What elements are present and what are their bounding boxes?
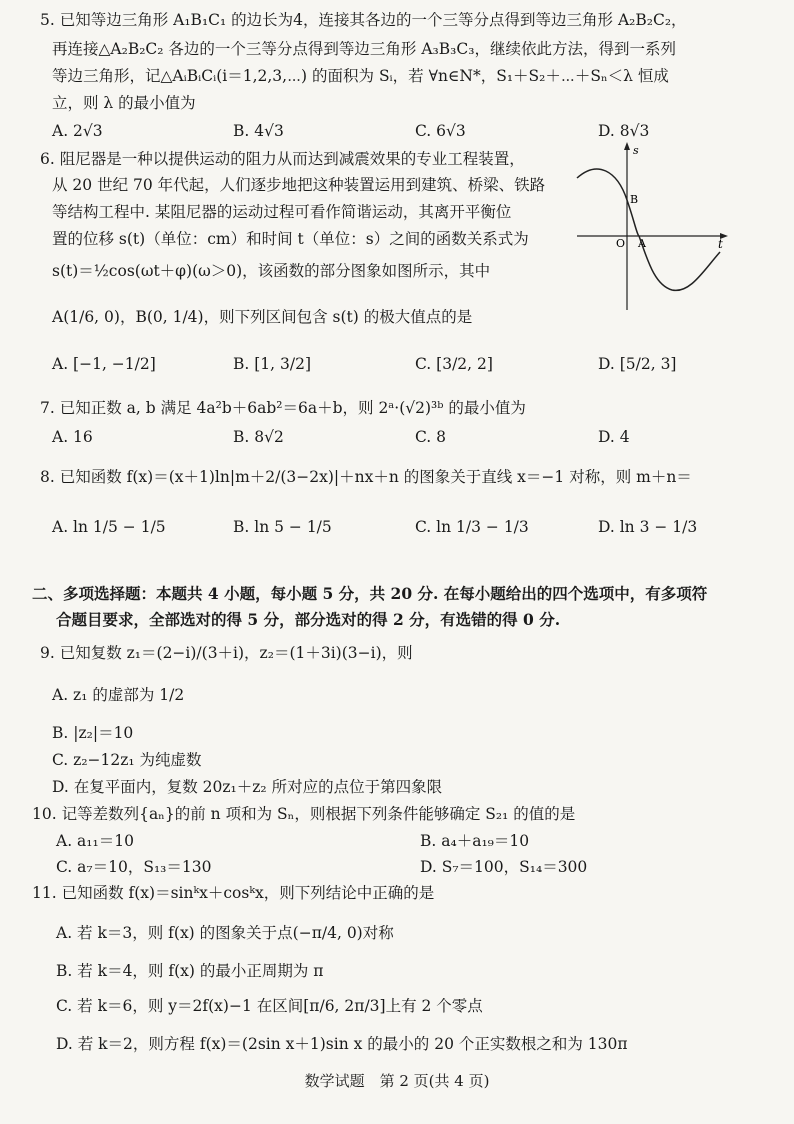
q8-option-a: A. ln 1/5 − 1/5	[52, 518, 166, 536]
q5-line-2: 再连接△A₂B₂C₂ 各边的一个三等分点得到等边三角形 A₃B₃C₃，继续依此方法，得到一系列	[52, 40, 676, 58]
graph-label-o: O	[616, 237, 626, 250]
page-footer: 数学试题 第 2 页(共 4 页)	[304, 1072, 490, 1090]
q9-option-a: A. z₁ 的虚部为 1/2	[52, 686, 185, 704]
q10-option-a: A. a₁₁＝10	[56, 832, 134, 850]
q6-option-b: B. [1, 3/2]	[233, 355, 311, 373]
q6-option-a: A. [−1, −1/2]	[52, 355, 156, 373]
graph-label-s: s	[633, 144, 639, 157]
q5-option-d: D. 8√3	[598, 122, 650, 140]
section-2-header-line-2: 合题目要求，全部选对的得 5 分，部分选对的得 2 分，有选错的得 0 分.	[56, 610, 561, 629]
q6-line-6: A(1/6, 0)，B(0, 1/4)，则下列区间包含 s(t) 的极大值点的是	[52, 308, 473, 326]
q5-option-c: C. 6√3	[415, 122, 466, 140]
q11-line-1: 11. 已知函数 f(x)＝sinᵏx＋cosᵏx，则下列结论中正确的是	[32, 884, 435, 902]
q5-line-4: 立，则 λ 的最小值为	[52, 94, 196, 112]
q7-option-b: B. 8√2	[233, 428, 284, 446]
q10-option-c: C. a₇＝10，S₁₃＝130	[56, 858, 212, 876]
q7-option-a: A. 16	[52, 428, 93, 446]
q6-option-d: D. [5/2, 3]	[598, 355, 677, 373]
q6-line-3: 等结构工程中. 某阻尼器的运动过程可看作简谐运动，其离开平衡位	[52, 203, 512, 221]
graph-label-t: t	[718, 237, 723, 251]
q6-sine-graph	[572, 140, 732, 312]
q5-line-1: 5. 已知等边三角形 A₁B₁C₁ 的边长为4，连接其各边的一个三等分点得到等边三角形 A₂B₂C₂，	[40, 11, 687, 29]
q9-option-d: D. 在复平面内，复数 20z₁＋z₂ 所对应的点位于第四象限	[52, 778, 443, 796]
graph-label-b: B	[630, 193, 639, 206]
q9-option-c: C. z₂−12z₁ 为纯虚数	[52, 751, 202, 769]
q5-option-b: B. 4√3	[233, 122, 284, 140]
q11-option-b: B. 若 k＝4，则 f(x) 的最小正周期为 π	[56, 962, 324, 980]
q6-line-1: 6. 阻尼器是一种以提供运动的阻力从而达到减震效果的专业工程装置，	[40, 150, 525, 168]
q7-option-c: C. 8	[415, 428, 447, 446]
q11-option-d: D. 若 k＝2，则方程 f(x)＝(2sin x＋1)sin x 的最小的 20 个正实数根之和为 130π	[56, 1035, 628, 1053]
q11-option-a: A. 若 k＝3，则 f(x) 的图象关于点(−π/4, 0)对称	[56, 924, 394, 942]
q6-line-2: 从 20 世纪 70 年代起，人们逐步地把这种装置运用到建筑、桥梁、铁路	[52, 176, 546, 194]
q8-option-b: B. ln 5 − 1/5	[233, 518, 332, 536]
q8-option-c: C. ln 1/3 − 1/3	[415, 518, 529, 536]
q7-line-1: 7. 已知正数 a, b 满足 4a²b＋6ab²＝6a＋b，则 2ᵃ·(√2)³ᵇ 的最小值为	[40, 399, 526, 417]
q6-option-c: C. [3/2, 2]	[415, 355, 493, 373]
q7-option-d: D. 4	[598, 428, 630, 446]
q8-line-1: 8. 已知函数 f(x)＝(x＋1)ln|m＋2/(3−2x)|＋nx＋n 的图象关于直线 x＝−1 对称，则 m＋n＝	[40, 468, 692, 486]
q5-option-a: A. 2√3	[52, 122, 103, 140]
q9-line-1: 9. 已知复数 z₁＝(2−i)/(3＋i)，z₂＝(1＋3i)(3−i)，则	[40, 644, 413, 662]
graph-label-a: A	[638, 237, 646, 250]
section-2-header-line-1: 二、多项选择题：本题共 4 小题，每小题 5 分，共 20 分. 在每小题给出的四个选项中，有多项符	[32, 584, 708, 603]
q9-option-b: B. |z₂|＝10	[52, 724, 134, 742]
q10-option-d: D. S₇＝100，S₁₄＝300	[420, 858, 588, 876]
q10-line-1: 10. 记等差数列{aₙ}的前 n 项和为 Sₙ，则根据下列条件能够确定 S₂₁ 的值的是	[32, 805, 576, 823]
q6-line-4: 置的位移 s(t)（单位：cm）和时间 t（单位：s）之间的函数关系式为	[52, 230, 529, 248]
q5-line-3: 等边三角形，记△AᵢBᵢCᵢ(i＝1,2,3,⋯) 的面积为 Sᵢ，若 ∀n∈N*，S₁＋S₂＋⋯＋Sₙ＜λ 恒成	[52, 67, 669, 85]
q10-option-b: B. a₄＋a₁₉＝10	[420, 832, 530, 850]
q11-option-c: C. 若 k＝6，则 y＝2f(x)−1 在区间[π/6, 2π/3]上有 2 个零点	[56, 997, 483, 1015]
q6-line-5: s(t)＝½cos(ωt＋φ)(ω＞0)，该函数的部分图象如图所示，其中	[52, 262, 491, 280]
q8-option-d: D. ln 3 − 1/3	[598, 518, 698, 536]
